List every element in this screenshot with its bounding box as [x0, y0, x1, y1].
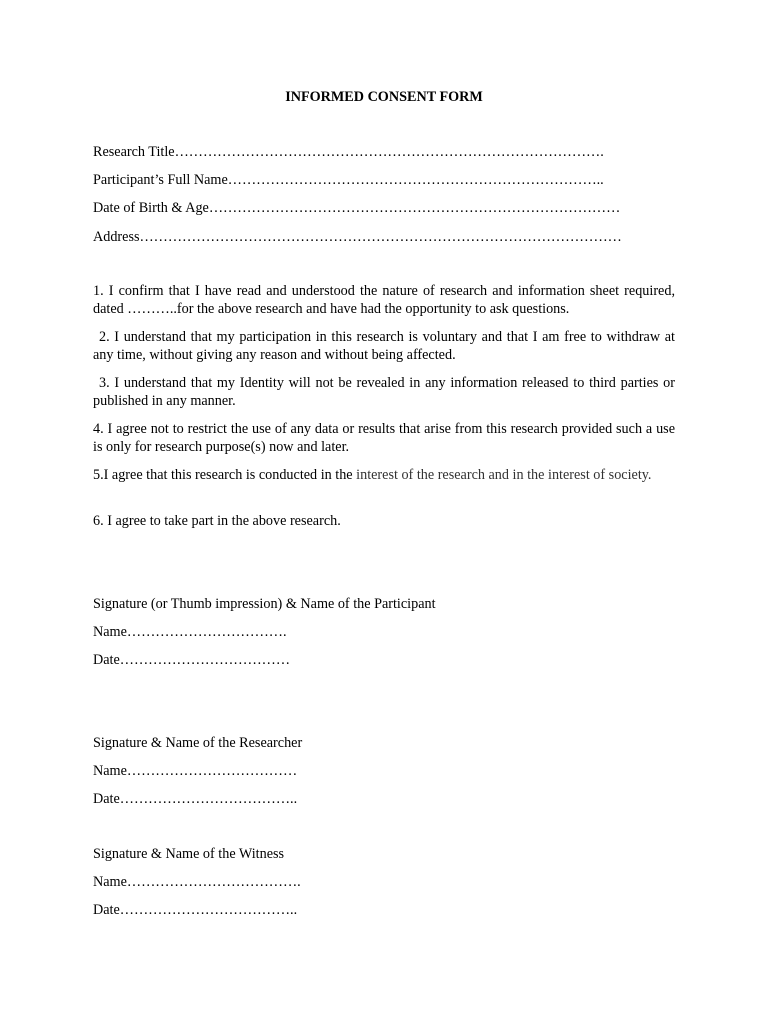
witness-signature-heading: Signature & Name of the Witness	[93, 846, 285, 862]
research-title-field: Research Title……………………………………………………………………………….	[93, 144, 604, 160]
researcher-signature-heading: Signature & Name of the Researcher	[93, 735, 303, 751]
address-field: Address…………………………………………………………………………………………	[93, 229, 622, 245]
witness-name-line: Name……………………………….	[93, 874, 301, 890]
consent-clause-5-part1: 5.I agree that this research is conducted in the	[93, 467, 357, 483]
consent-clause-2: 2. I understand that my participation in this research is voluntary and that I am free to withdraw at any time, without giving any reason and without being affected.	[93, 329, 675, 363]
consent-clause-4: 4. I agree not to restrict the use of any data or results that arise from this research provided such a use is only for research purpose(s) now and later.	[93, 421, 675, 455]
date-of-birth-age-field: Date of Birth & Age……………………………………………………………………………	[93, 200, 621, 216]
participant-full-name-field: Participant’s Full Name……………………………………………………………………..	[93, 172, 604, 188]
form-title: INFORMED CONSENT FORM	[285, 89, 483, 105]
consent-clause-5	[93, 466, 675, 484]
consent-clause-6: 6. I agree to take part in the above research.	[93, 513, 341, 529]
witness-date-line: Date………………………………..	[93, 902, 298, 918]
consent-clause-1: 1. I confirm that I have read and understood the nature of research and information sheet required, dated ………..for the above research and have had the opportunity to ask questions.	[93, 283, 675, 317]
participant-signature-heading: Signature (or Thumb impression) & Name of the Participant	[93, 596, 436, 612]
researcher-name-line: Name………………………………	[93, 763, 298, 779]
participant-date-line: Date………………………………	[93, 652, 291, 668]
consent-clause-3: 3. I understand that my Identity will not be revealed in any information released to third parties or published in any manner.	[93, 375, 675, 409]
participant-name-line: Name…………………………….	[93, 624, 287, 640]
consent-clause-5-part2: interest of the research and in the interest of society.	[356, 467, 652, 483]
researcher-date-line: Date………………………………..	[93, 791, 298, 807]
